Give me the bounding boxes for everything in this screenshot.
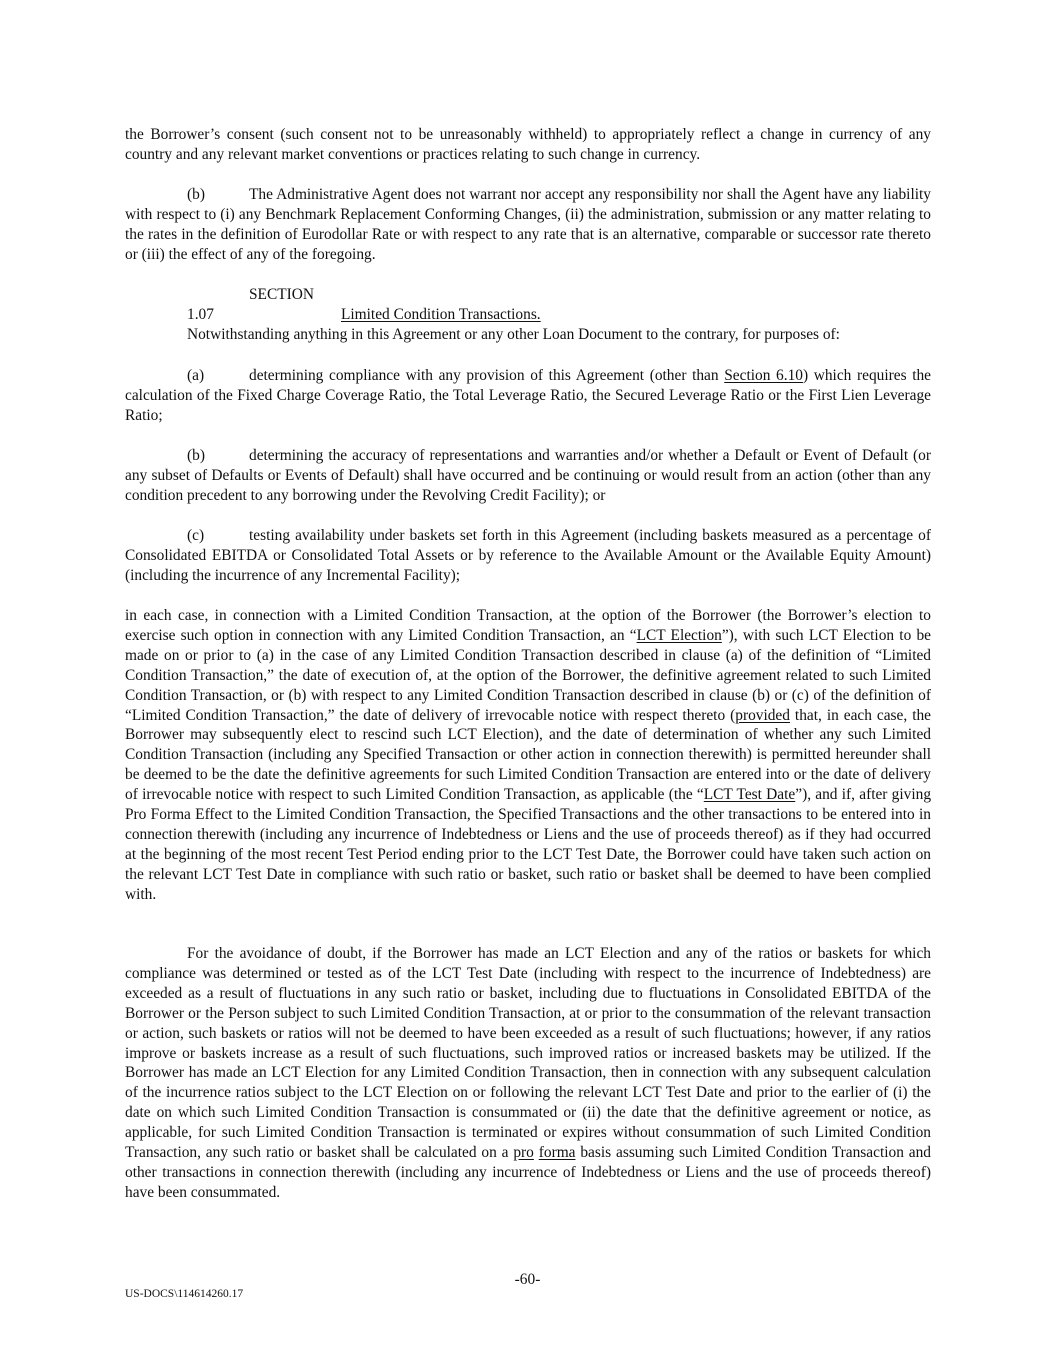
- defined-term-lct-election: LCT Election: [636, 626, 722, 644]
- paragraph-text: in each case, in connection with a Limited Condition Transaction, at the option of the Borrower (the Borrower’s election to exercise such option in connection with any Limited Condition Transaction, an “: [125, 607, 931, 644]
- clause-text: determining the accuracy of representations and warranties and/or whether a Default or Event of Default (or any subset of Defaults or Events of Default) shall have occurred and be continuing or would result from an action (other than any condition precedent to any borrowing under the Revolving Credit Facility); or: [125, 447, 931, 504]
- section-title: Limited Condition Transactions.: [341, 305, 541, 323]
- paragraph-text: basis assuming such Limited Condition Transaction and other transactions in connection therewith (including any incurrence of Indebtedness or Liens and the use of proceeds thereof) have been consummated.: [125, 1144, 931, 1201]
- document-id: US-DOCS\114614260.17: [125, 1288, 244, 1300]
- paragraph-text: The Administrative Agent does not warrant nor accept any responsibility nor shall the Agent have any liability with respect to (i) any Benchmark Replacement Conforming Changes, (ii) the administration, submission or any matter relating to the rates in the definition of Eurodollar Rate or with respect to any rate that is an alternative, comparable or successor rate thereto or (iii) the effect of any of the foregoing.: [125, 186, 931, 263]
- paragraph-text: ”), with such LCT Election to be made on or prior to (a) in the case of any Limited Condition Transaction described in clause (a) of the definition of “Limited Condition Transaction,” the date of execution of, at the option of the Borrower, the definitive agreement related to such Limited Condition Transaction, or (b) with respect to any Limited Condition Transaction described in clause (b) or (c) of the definition of “Limited Condition Transaction,” the date of delivery of irrevocable notice with respect thereto (: [125, 626, 931, 724]
- clause-text: testing availability under baskets set forth in this Agreement (including baskets measured as a percentage of Consolidated EBITDA or Consolidated Total Assets or by reference to the Available Amount or the Available Equity Amount) (including the incurrence of any Incremental Facility);: [125, 527, 931, 584]
- term-pro: pro: [513, 1144, 534, 1162]
- enum-label: (b): [187, 186, 205, 203]
- intro-paragraph: Notwithstanding anything in this Agreement or any other Loan Document to the contrary, for purposes of:: [187, 326, 840, 343]
- paragraph-continuation: the Borrower’s consent (such consent not to be unreasonably withheld) to appropriately reflect a change in currency of any country and any relevant market conventions or practices relating to such change in currency.: [125, 126, 931, 163]
- clause-c: [125, 526, 931, 586]
- section-number: SECTION 1.07: [187, 286, 314, 323]
- defined-term-provided: provided: [735, 706, 790, 724]
- paragraph-text: For the avoidance of doubt, if the Borrower has made an LCT Election and any of the ratios or baskets for which compliance was determined or tested as of the LCT Test Date (including with respect to the incurrence of Indebtedness) are exceeded as a result of fluctuations in any such ratio or basket, including due to fluctuations in Consolidated EBITDA of the Borrower or the Person subject to such Limited Condition Transaction, at or prior to the consummation of the relevant transaction or action, such baskets or ratios will not be deemed to have been exceeded as a result of such fluctuations; however, if any ratios improve or baskets increase as a result of such fluctuations, such improved ratios or increased baskets may be utilized. If the Borrower has made an LCT Election for any Limited Condition Transaction, then in connection with any subsequent calculation of the incurrence ratios subject to the LCT Election on or following the relevant LCT Test Date and prior to the earlier of (i) the date on which such Limited Condition Transaction is consummated or (ii) the date that the definitive agreement or notice, as applicable, for such Limited Condition Transaction is terminated or expires without consummation of such Limited Condition Transaction, any such ratio or basket shall be calculated on a: [125, 945, 931, 1162]
- section-heading: [125, 285, 931, 325]
- paragraph-b-agent-disclaimer: [125, 185, 931, 265]
- paragraph-text: ”), and if, after giving Pro Forma Effect to the Limited Condition Transaction, the Specified Transactions and the other transactions to be entered into in connection therewith (including any incurrence of Indebtedness or Liens and the use of proceeds thereof) as if they had occurred at the beginning of the most recent Test Period ending prior to the LCT Test Date, the Borrower could have taken such action on the relevant LCT Test Date in compliance with such ratio or basket, such ratio or basket shall be deemed to have been complied with.: [125, 786, 932, 903]
- avoidance-of-doubt-paragraph: [125, 944, 931, 1203]
- page-number: -60-: [514, 1271, 541, 1288]
- clause-text: determining compliance with any provision of this Agreement (other than: [249, 367, 725, 384]
- defined-term-lct-test-date: LCT Test Date: [703, 786, 796, 804]
- enum-label: (c): [187, 527, 205, 544]
- term-forma: forma: [538, 1144, 576, 1162]
- paragraph-text: that, in each case, the Borrower may subsequently elect to rescind such LCT Election), and the date of determination of whether any such Limited Condition Transaction (including any Specified Transaction or other action in connection therewith) is permitted hereunder shall be deemed to be the date the definitive agreements for such Limited Condition Transaction are entered into or the date of delivery of irrevocable notice with respect to such Limited Condition Transaction, as applicable (the “: [125, 706, 931, 804]
- section-reference-link: Section 6.10: [724, 367, 803, 384]
- clause-a: [125, 366, 931, 426]
- main-paragraph: [125, 606, 931, 905]
- clause-text: ) which requires the calculation of the Fixed Charge Coverage Ratio, the Total Leverage Ratio, the Secured Leverage Ratio or the First Lien Leverage Ratio;: [125, 367, 932, 424]
- clause-b: [125, 446, 931, 506]
- enum-label: (b): [187, 447, 205, 464]
- enum-label: (a): [187, 367, 205, 384]
